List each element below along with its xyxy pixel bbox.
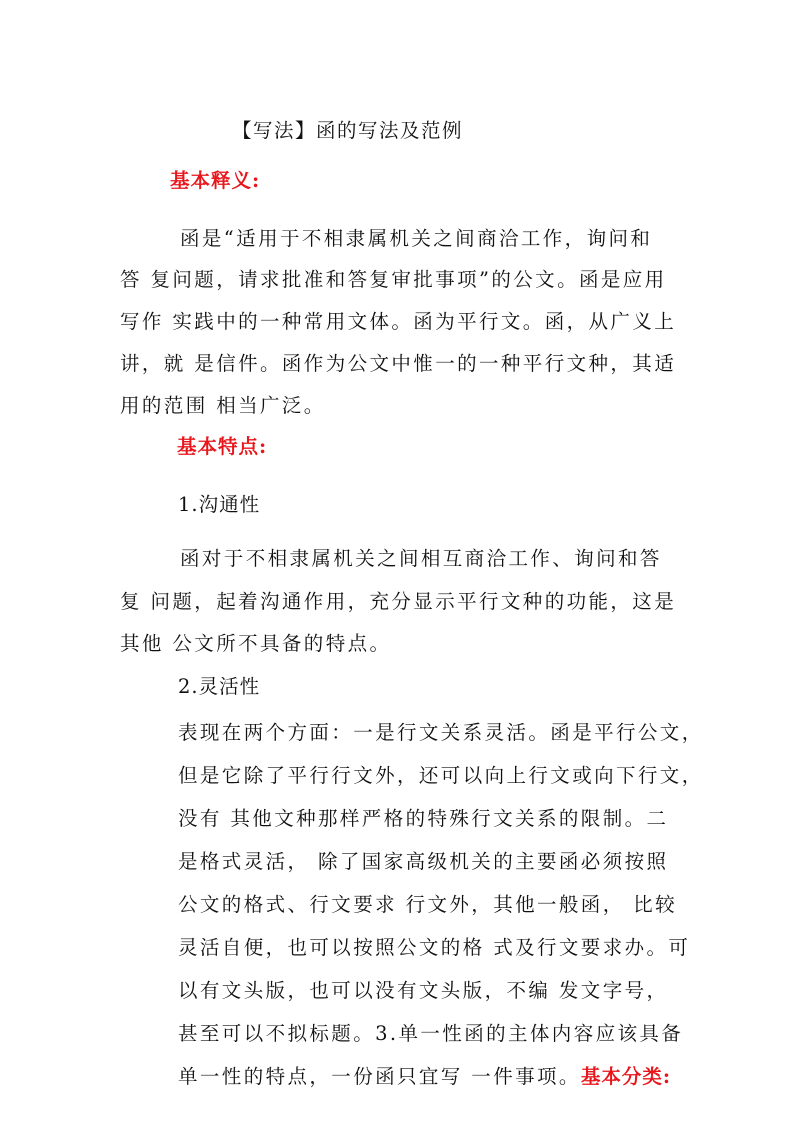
paragraph-line: 答 复问题，请求批准和答复审批事项”的公文。函是应用	[120, 268, 667, 291]
document-title: 【写法】函的写法及范例	[232, 119, 464, 142]
section-heading-definition: 基本释义:	[170, 169, 261, 192]
paragraph-line: 写作 实践中的一种常用文体。函为平行文。函，从广义上	[120, 310, 677, 333]
paragraph-line: 公文的格式、行文要求 行文外，其他一般函， 比较	[178, 893, 677, 916]
paragraph-line: 复 问题，起着沟通作用，充分显示平行文种的功能，这是	[120, 590, 677, 613]
paragraph-text: 单一性的特点，一份函只宜写 一件事项。	[178, 1065, 581, 1088]
paragraph-line: 讲，就 是信件。函作为公文中惟一的一种平行文种，其适	[120, 352, 677, 375]
paragraph-line: 函是“适用于不相隶属机关之间商洽工作，询问和	[180, 227, 653, 250]
section-heading-features: 基本特点:	[177, 435, 268, 458]
paragraph-line: 没有 其他文种那样严格的特殊行文关系的限制。二	[178, 807, 669, 830]
feature-label-communication: 1.沟通性	[178, 493, 261, 516]
paragraph-line-final	[178, 1064, 671, 1090]
paragraph-line: 但是它除了平行行文外，还可以向上行文或向下行文，	[178, 764, 704, 787]
paragraph-line: 其他 公文所不具备的特点。	[120, 632, 392, 655]
paragraph-line: 函对于不相隶属机关之间相互商洽工作、询问和答	[180, 547, 662, 570]
feature-label-flexibility: 2.灵活性	[178, 675, 261, 698]
paragraph-line: 甚至可以不拟标题。3.单一性函的主体内容应该具备	[178, 1022, 684, 1045]
section-heading-categories: 基本分类:	[580, 1065, 672, 1088]
paragraph-line: 以有文头版，也可以没有文头版，不编 发文字号，	[178, 979, 669, 1002]
paragraph-line: 是格式灵活， 除了国家高级机关的主要函必须按照	[178, 850, 669, 873]
paragraph-line: 表现在两个方面：一是行文关系灵活。函是平行公文，	[178, 721, 704, 744]
paragraph-line: 灵活自便，也可以按照公文的格 式及行文要求办。可	[178, 936, 691, 959]
paragraph-line: 用的范围 相当广泛。	[120, 394, 326, 417]
